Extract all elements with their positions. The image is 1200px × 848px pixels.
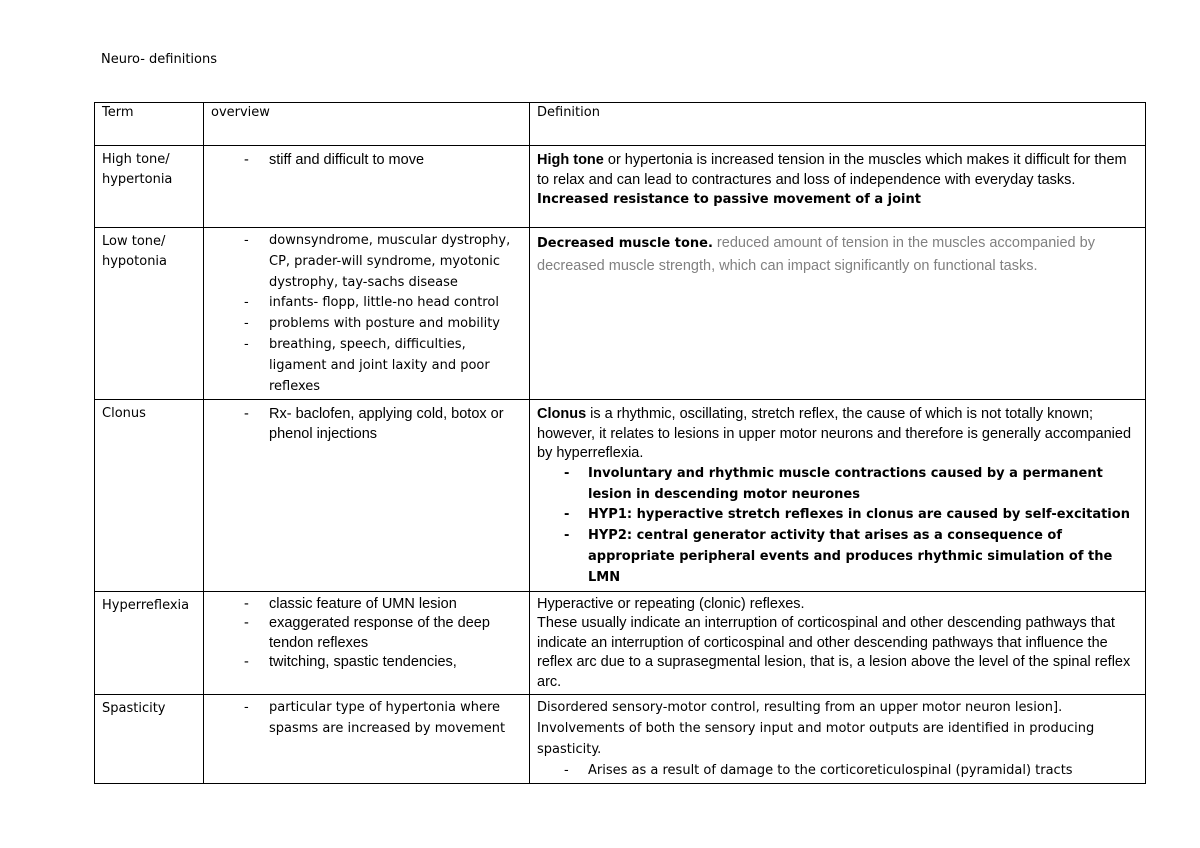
definition-lead: Clonus (537, 406, 587, 423)
table-row (95, 695, 1146, 784)
definition-text: is a rhythmic, oscillating, stretch reflex, the cause of which is not totally known; however, it relates to lesions in upper motor neurons and therefore is generally accompanied by hyperreflexia. (537, 406, 1132, 462)
list-item: - HYP2: central generator activity that arises as a consequence of appropriate peripheral events and produces rhythmic simulation of the LMN (588, 526, 1139, 588)
list-item: - Arises as a result of damage to the corticoreticulospinal (pyramidal) tracts (588, 761, 1139, 782)
overview-cell (204, 228, 530, 400)
definition-cell (530, 695, 1146, 784)
list-item: - classic feature of UMN lesion (269, 595, 523, 615)
table-row (95, 591, 1146, 695)
term-cell: Clonus (95, 400, 204, 591)
definition-lead: Decreased muscle tone. (537, 236, 713, 251)
definition-text: reduced amount of tension in the muscles accompanied by decreased muscle strength, which can impact significantly on functional tasks. (537, 235, 1095, 274)
definition-cell (530, 228, 1146, 400)
list-item: - problems with posture and mobility (269, 314, 523, 335)
list-item: - particular type of hypertonia where spasms are increased by movement (269, 698, 523, 740)
table-row (95, 228, 1146, 400)
definition-text: Hyperactive or repeating (clonic) reflexes. (537, 595, 805, 612)
list-item: - infants- flopp, little-no head control (269, 293, 523, 314)
overview-cell (204, 400, 530, 591)
term-cell: Spasticity (95, 695, 204, 784)
list-item: - Involuntary and rhythmic muscle contractions caused by a permanent lesion in descending motor neurones (588, 464, 1139, 506)
header-term: Term (95, 103, 204, 146)
list-item: - Rx- baclofen, applying cold, botox or phenol injections (269, 405, 523, 444)
list-item: - stiff and difficult to move (269, 151, 523, 171)
list-item: - twitching, spastic tendencies, (269, 653, 523, 673)
overview-cell (204, 695, 530, 784)
overview-cell (204, 146, 530, 228)
definition-cell (530, 400, 1146, 591)
definition-text: These usually indicate an interruption of corticospinal and other descending pathways that indicate an interruption of corticospinal and other descending pathways that influence the reflex arc due to a suprasegmental lesion, that is, a lesion above the level of the spinal reflex arc. (537, 615, 1131, 690)
term-cell: Low tone/ hypotonia (95, 228, 204, 400)
definition-text: or hypertonia is increased tension in the muscles which makes it difficult for them to relax and can lead to contractures and loss of independence with everyday tasks. (537, 152, 1127, 188)
table-header-row (95, 103, 1146, 146)
header-definition: Definition (530, 103, 1146, 146)
term-cell: Hyperreflexia (95, 591, 204, 695)
list-item: - HYP1: hyperactive stretch reflexes in clonus are caused by self-excitation (588, 505, 1139, 526)
overview-cell (204, 591, 530, 695)
definition-text: Disordered sensory-motor control, resulting from an upper motor neuron lesion]. (537, 700, 1063, 716)
list-item: - downsyndrome, muscular dystrophy, CP, prader-will syndrome, myotonic dystrophy, tay-sachs disease (269, 231, 523, 293)
definitions-table (94, 102, 1146, 784)
list-item: - breathing, speech, difficulties, ligament and joint laxity and poor reflexes (269, 335, 523, 397)
term-cell: High tone/ hypertonia (95, 146, 204, 228)
definition-cell (530, 146, 1146, 228)
table-row (95, 146, 1146, 228)
header-overview: overview (204, 103, 530, 146)
table-row (95, 400, 1146, 591)
definition-text: Involvements of both the sensory input and motor outputs are identified in producing spasticity. (537, 720, 1095, 757)
definition-cell (530, 591, 1146, 695)
definition-bold: Increased resistance to passive movement of a joint (537, 192, 921, 207)
definition-lead: High tone (537, 152, 604, 168)
list-item: - exaggerated response of the deep tendon reflexes (269, 614, 523, 653)
page-title: Neuro- definitions (101, 52, 218, 67)
